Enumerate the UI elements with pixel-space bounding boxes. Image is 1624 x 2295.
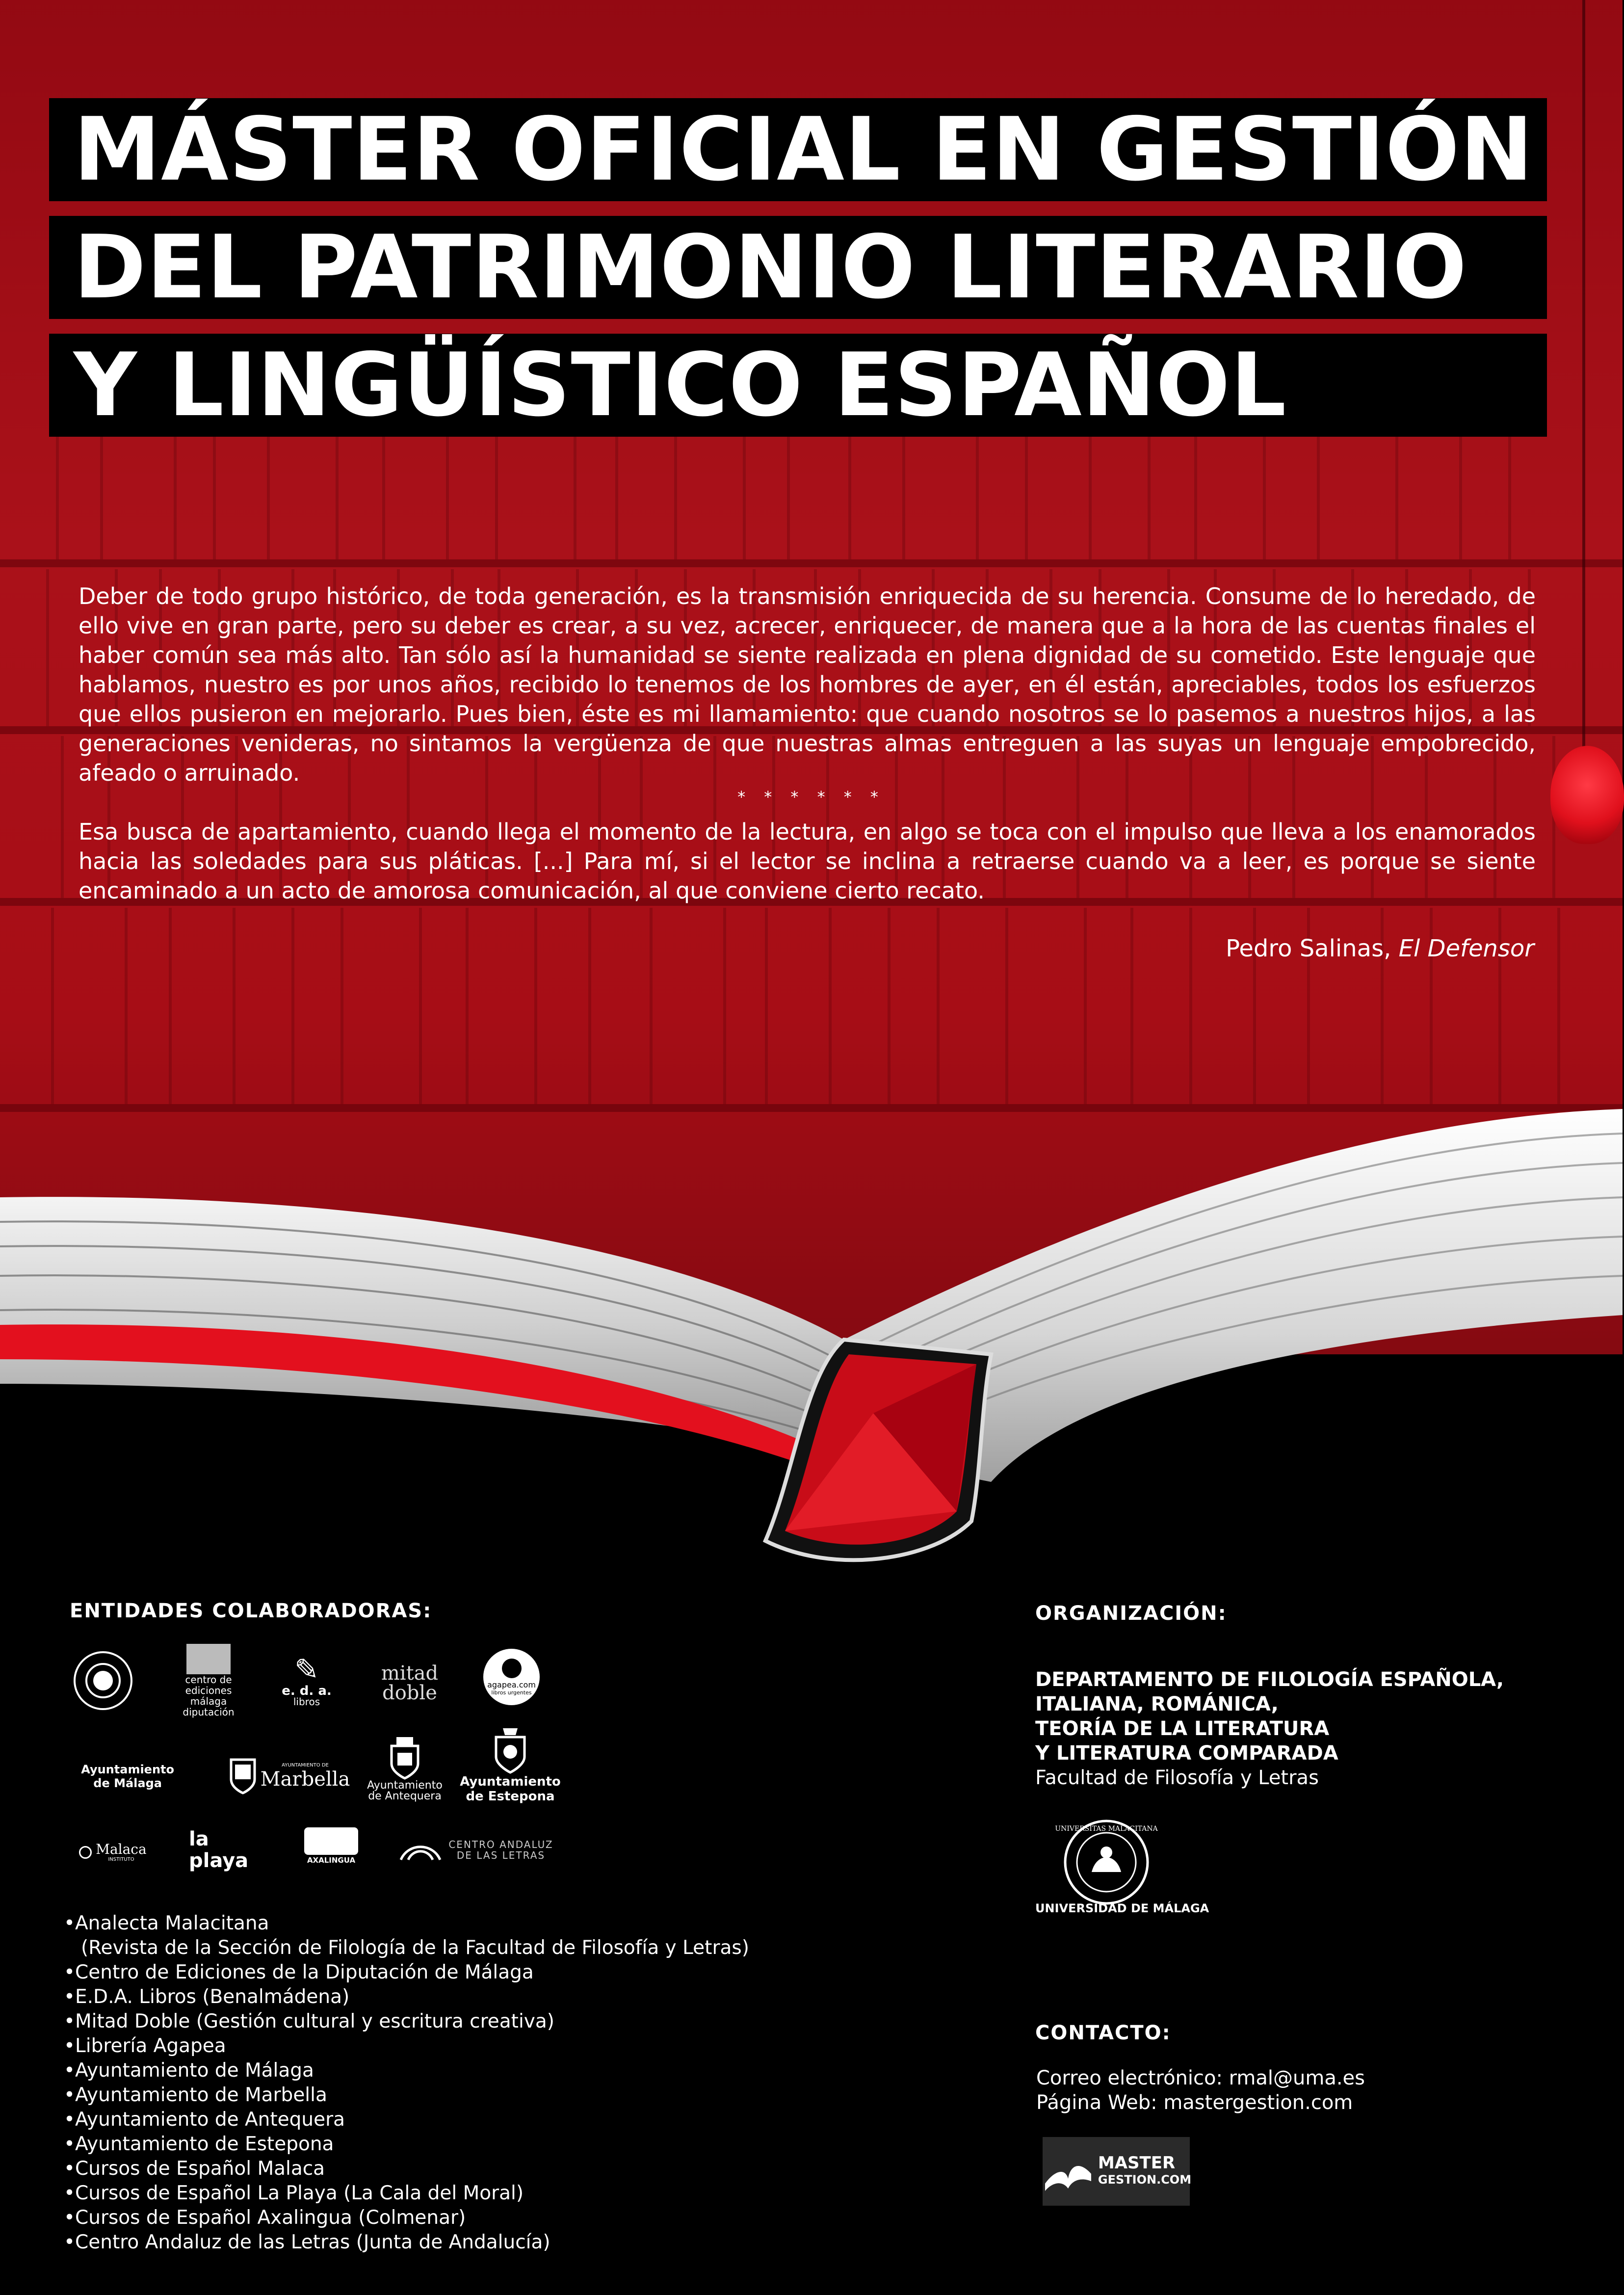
list-item: •Ayuntamiento de Málaga — [64, 2059, 314, 2082]
axalingua-logo: AXALINGUA — [299, 1823, 363, 1870]
list-item: •Analecta Malacitana — [64, 1912, 269, 1934]
cem-diputacion-logo: centro de ediciones málaga diputación — [177, 1644, 240, 1717]
antequera-shield-icon — [390, 1736, 420, 1780]
agapea-icon — [502, 1659, 522, 1678]
open-book-illustration — [0, 1080, 1623, 1619]
contact-web[interactable]: Página Web: mastergestion.com — [1036, 2091, 1353, 2114]
list-item: •Centro de Ediciones de la Diputación de Málaga — [64, 1961, 534, 1983]
malaca-logo: Malaca INSTITUTO — [74, 1838, 152, 1867]
list-item: •Ayuntamiento de Marbella — [64, 2084, 327, 2106]
centro-andaluz-letras-logo: CENTRO ANDALUZ DE LAS LETRAS — [393, 1833, 559, 1867]
quote-paragraph-1: Deber de todo grupo histórico, de toda generación, es la transmisión enriquecida de su herencia. Consume de lo heredado, de ello vive en gran parte, pero su deber es crear, a su vez, acrecer, enriquecer, de manera que a la hora de las cuentas finales el haber común sea más alto. Tan sólo así la humanidad se siente realizada en plena dignidad de su cometido. Este lenguaje que hablamos, nuestro es por unos años, recibido lo tenemos de los hombres de ayer, en él están, apreciables, todos los esfuerzos que ellos pusieron en mejorarlo. Pues bien, éste es mi llamamiento: que cuando nosotros se lo pasemos a nuestros hijos, a las generaciones venideras, no sintamos la vergüenza de que nuestras almas entreguen a las suyas un lenguaje empobrecido, afeado o arruinado. — [79, 583, 1536, 786]
list-item: •Ayuntamiento de Antequera — [64, 2109, 345, 2131]
collaborators-heading: ENTIDADES COLABORADORAS: — [70, 1600, 432, 1622]
eda-icon: ✎ — [294, 1653, 319, 1687]
contact-block — [1036, 2066, 1365, 2115]
list-item: (Revista de la Sección de Filología de la Facultad de Filosofía y Letras) — [81, 1937, 749, 1959]
ayuntamiento-marbella-logo: AYUNTAMIENTO DE Marbella — [226, 1752, 353, 1801]
department-line: Y LITERATURA COMPARADA — [1035, 1742, 1338, 1765]
universidad-malaga-logo — [1050, 1811, 1163, 1914]
list-item: •Librería Agapea — [64, 2035, 226, 2057]
seal-text: UNIVERSITAS MALACITANA — [1055, 1825, 1158, 1833]
estepona-shield-icon — [494, 1727, 526, 1774]
ayuntamiento-malaga-logo: Ayuntamiento de Málaga — [81, 1763, 174, 1790]
ayuntamiento-estepona-logo: Ayuntamiento de Estepona — [461, 1722, 559, 1808]
list-item: •Ayuntamiento de Estepona — [64, 2133, 334, 2155]
eda-libros-logo: ✎ e. d. a. libros — [282, 1653, 332, 1708]
university-seal-icon — [1055, 1818, 1158, 1906]
page-title-line-3: Y LINGÜÍSTICO ESPAÑOL — [74, 334, 1287, 436]
speech-bubble-icon — [304, 1827, 358, 1855]
quote-author — [1226, 935, 1534, 962]
contact-email[interactable]: Correo electrónico: rmal@uma.es — [1036, 2067, 1365, 2089]
list-item: •Cursos de Español La Playa (La Cala del Moral) — [64, 2182, 524, 2204]
author-work: El Defensor — [1398, 935, 1534, 962]
quote-paragraph-2: Esa busca de apartamiento, cuando llega el momento de la lectura, en algo se toca con el impulso que lleva a los enamorados hacia las soledades para sus pláticas. [...] Para mí, si el lector se inclina a retraerse cuando va a leer, es porque se siente encaminado a un acto de amorosa comunicación, al que conviene cierto recato. — [79, 818, 1536, 904]
mitad-doble-logo: mitad doble — [381, 1662, 439, 1704]
analecta-malacitana-logo — [74, 1651, 132, 1710]
list-item: •Mitad Doble (Gestión cultural y escritura creativa) — [64, 2010, 555, 2032]
university-name: UNIVERSIDAD DE MÁLAGA — [1035, 1901, 1209, 1915]
department-block — [1035, 1667, 1504, 1790]
faculty-name: Facultad de Filosofía y Letras — [1035, 1767, 1319, 1789]
la-playa-logo: la playa — [189, 1828, 249, 1872]
mastergestion-logo[interactable]: MASTER GESTION.COM — [1043, 2137, 1190, 2206]
list-item: •Centro Andaluz de las Letras (Junta de Andalucía) — [64, 2231, 550, 2253]
department-line: TEORÍA DE LA LITERATURA — [1035, 1717, 1330, 1740]
list-item: •Cursos de Español Axalingua (Colmenar) — [64, 2207, 466, 2229]
junta-andalucia-icon — [398, 1838, 443, 1862]
contact-heading: CONTACTO: — [1035, 2022, 1171, 2044]
lamp-cord — [1582, 0, 1585, 761]
shelf — [0, 559, 1623, 567]
malaca-icon — [79, 1846, 92, 1859]
book-spines — [0, 432, 1623, 559]
cem-icon — [186, 1644, 231, 1674]
list-item: •E.D.A. Libros (Benalmádena) — [64, 1986, 350, 2008]
open-book-icon — [1041, 2149, 1095, 2193]
page-title-line-2: DEL PATRIMONIO LITERARIO — [74, 216, 1467, 318]
list-item: •Cursos de Español Malaca — [64, 2158, 325, 2180]
department-line: DEPARTAMENTO DE FILOLOGÍA ESPAÑOLA, — [1035, 1668, 1504, 1691]
page-title-line-1: MÁSTER OFICIAL EN GESTIÓN — [74, 99, 1534, 200]
agapea-logo: agapea.com libros urgentes — [483, 1649, 540, 1705]
organization-heading: ORGANIZACIÓN: — [1035, 1602, 1227, 1625]
marbella-shield-icon — [229, 1758, 257, 1795]
quote-separator: * * * * * * — [737, 788, 885, 806]
department-line: ITALIANA, ROMÁNICA, — [1035, 1693, 1279, 1715]
author-name: Pedro Salinas, — [1226, 935, 1391, 962]
ayuntamiento-antequera-logo: Ayuntamiento de Antequera — [368, 1732, 442, 1806]
collaborators-list — [64, 1911, 749, 2255]
